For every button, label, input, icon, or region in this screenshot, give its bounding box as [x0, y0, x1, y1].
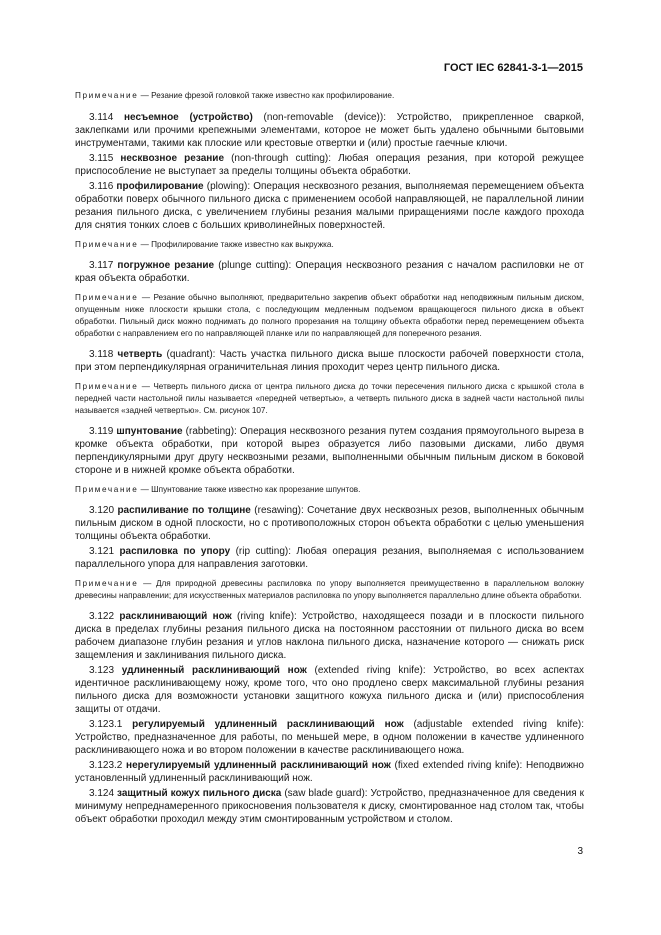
- term: профилирование: [116, 181, 204, 192]
- definition-3-115: [75, 152, 584, 178]
- definition-text: (non-removable (device)): Устройство, прикрепленное сваркой, заклепками или прочими крепежными элементами, которое не может быть удалено обычными бытовыми инструментами, такими как плоские или крестовые отвертки и (или) простые гаечные ключи.: [75, 112, 584, 149]
- note-label: Примечание: [75, 579, 139, 588]
- definition-3-118: [75, 348, 584, 374]
- definition-3-122: [75, 610, 584, 662]
- clause-number: 3.119: [89, 426, 114, 437]
- document-body: [75, 90, 584, 828]
- clause-number: 3.116: [89, 181, 114, 192]
- term: погружное резание: [117, 260, 215, 271]
- term: удлиненный расклинивающий нож: [121, 665, 307, 676]
- note: [75, 484, 584, 496]
- clause-number: 3.123: [89, 665, 115, 676]
- note: [75, 292, 584, 340]
- note-text: — Шпунтование также известно как прорезание шпунтов.: [138, 485, 361, 494]
- page-number: 3: [577, 846, 583, 857]
- definition-text: (riving knife): Устройство, находящееся позади и в плоскости пильного диска в пределах глубины резания пильного диска на постоянном расстоянии от пильного диска во всем рабочем диапазоне глубин резания и углов наклона пильного диска, назначение которого — снижать риск защемления и заклинивания пильного диска.: [75, 611, 584, 661]
- definition-3-117: [75, 259, 584, 285]
- term: распиливание по толщине: [117, 505, 251, 516]
- note-text: — Для природной древесины распиловка по упору выполняется преимущественно в параллельном волокну древесины направлении; для искусственных материалов распиловка по упору выполняется параллельно длине объекта обработки.: [75, 579, 584, 600]
- definition-3-123-1: [75, 718, 584, 757]
- term: нерегулируемый удлиненный расклинивающий нож: [126, 760, 391, 771]
- clause-number: 3.123.1: [89, 719, 123, 730]
- note-text: — Профилирование также известно как выкружка.: [138, 240, 334, 249]
- definition-text: (non-through cutting): Любая операция резания, при которой режущее приспособление не выступает за пределы толщины объекта обработки.: [75, 153, 584, 177]
- note-label: Примечание: [75, 485, 139, 494]
- term: четверть: [117, 349, 163, 360]
- note: [75, 381, 584, 417]
- clause-number: 3.115: [89, 153, 114, 164]
- definition-3-123-2: [75, 759, 584, 785]
- clause-number: 3.122: [89, 611, 115, 622]
- definition-text: (plunge cutting): Операция несквозного резания с началом распиловки не от края объекта обработки.: [75, 260, 584, 284]
- definition-text: (plowing): Операция несквозного резания, выполняемая перемещением объекта обработки поверх обычного пильного диска с применением особой направляющей, не параллельной линии резания пильного диска, с увеличением глубины резания малыми приращениями после каждого прохода для снятия тонких слоев с больших криволинейных поверхностей.: [75, 181, 584, 231]
- standard-header: ГОСТ IEC 62841-3-1—2015: [443, 62, 583, 74]
- note-text: — Резание фрезой головкой также известно как профилирование.: [138, 91, 395, 100]
- note-text: — Резание обычно выполняют, предварительно закрепив объект обработки над неподвижным пильным диском, опущенным ниже плоскости крышки стола, с последующим медленным подъемом вращающегося пильного диска в объект обработки. Пильный диск можно поднимать до полного прорезания на толщину объекта обработки перед перемещением объекта обработки с направлением его по направляющей планке или по направляющей для поперечного резания.: [75, 293, 584, 338]
- clause-number: 3.114: [89, 112, 114, 123]
- clause-number: 3.121: [89, 546, 115, 557]
- definition-3-124: [75, 787, 584, 826]
- note-label: Примечание: [75, 91, 139, 100]
- clause-number: 3.118: [89, 349, 114, 360]
- definition-text: (saw blade guard): Устройство, предназначенное для сведения к минимуму непреднамеренного прикосновения пользователя к диску, смонтированное над столом так, чтобы объект обработки проходил между этим смонтированным устройством и столом.: [75, 788, 584, 825]
- note-text: — Четверть пильного диска от центра пильного диска до точки пересечения пильного диска с крышкой стола в передней части настольной пилы называется «передней четвертью», а четверть пильного диска в задней части настольной пилы называется «задней четвертью». См. рисунок 107.: [75, 382, 584, 415]
- note: [75, 239, 584, 251]
- definition-text: (adjustable extended riving knife): Устройство, предназначенное для работы, по меньшей мере, в одном положении в качестве удлиненного расклинивающего ножа и во втором положении в качестве расклинивающего ножа.: [75, 719, 584, 756]
- clause-number: 3.120: [89, 505, 115, 516]
- note-label: Примечание: [75, 240, 139, 249]
- definition-3-114: [75, 111, 584, 150]
- definition-3-120: [75, 504, 584, 543]
- definition-text: (quadrant): Часть участка пильного диска выше плоскости рабочей поверхности стола, при этом перпендикулярная ограничительная линия проходит через центр пильного диска.: [75, 349, 584, 373]
- note: [75, 90, 584, 102]
- term: регулируемый удлиненный расклинивающий нож: [132, 719, 404, 730]
- definition-text: (rabbeting): Операция несквозного резания путем создания прямоугольного выреза в кромке объекта обработки, при которой вырез образуется либо пазовыми дисками, либо двумя перпендикулярными друг другу несквозными резами, выполненными обычным пильным диском в боковой стороне и в нижней кромке объекта обработки.: [75, 426, 584, 476]
- term: несквозное резание: [120, 153, 225, 164]
- definition-3-123: [75, 664, 584, 716]
- term: защитный кожух пильного диска: [117, 788, 282, 799]
- clause-number: 3.124: [89, 788, 115, 799]
- term: расклинивающий нож: [119, 611, 232, 622]
- clause-number: 3.117: [89, 260, 114, 271]
- note: [75, 578, 584, 602]
- definition-3-121: [75, 545, 584, 571]
- term: распиловка по упору: [119, 546, 231, 557]
- term: шпунтование: [116, 426, 183, 437]
- note-label: Примечание: [75, 382, 139, 391]
- note-label: Примечание: [75, 293, 139, 302]
- definition-3-119: [75, 425, 584, 477]
- definition-text: (extended riving knife): Устройство, во всех аспектах идентичное расклинивающему ножу, кроме того, что оно продлено сверх максимальной глубины резания пильного диска для возможности установки защитного кожуха пильного диска и (или) приспособления защиты от отдачи.: [75, 665, 585, 715]
- definition-3-116: [75, 180, 584, 232]
- definition-text: (resawing): Сочетание двух несквозных резов, выполненных обычным пильным диском в одной плоскости, но с противоположных сторон объекта обработки с целью уменьшения толщины объекта обработки.: [75, 505, 584, 542]
- term: несъемное (устройство): [124, 112, 253, 123]
- definition-text: (fixed extended riving knife): Неподвижно установленный удлиненный расклинивающий нож.: [75, 760, 584, 784]
- definition-text: (rip cutting): Любая операция резания, выполняемая с использованием параллельного упора для направления заготовки.: [75, 546, 584, 570]
- clause-number: 3.123.2: [89, 760, 123, 771]
